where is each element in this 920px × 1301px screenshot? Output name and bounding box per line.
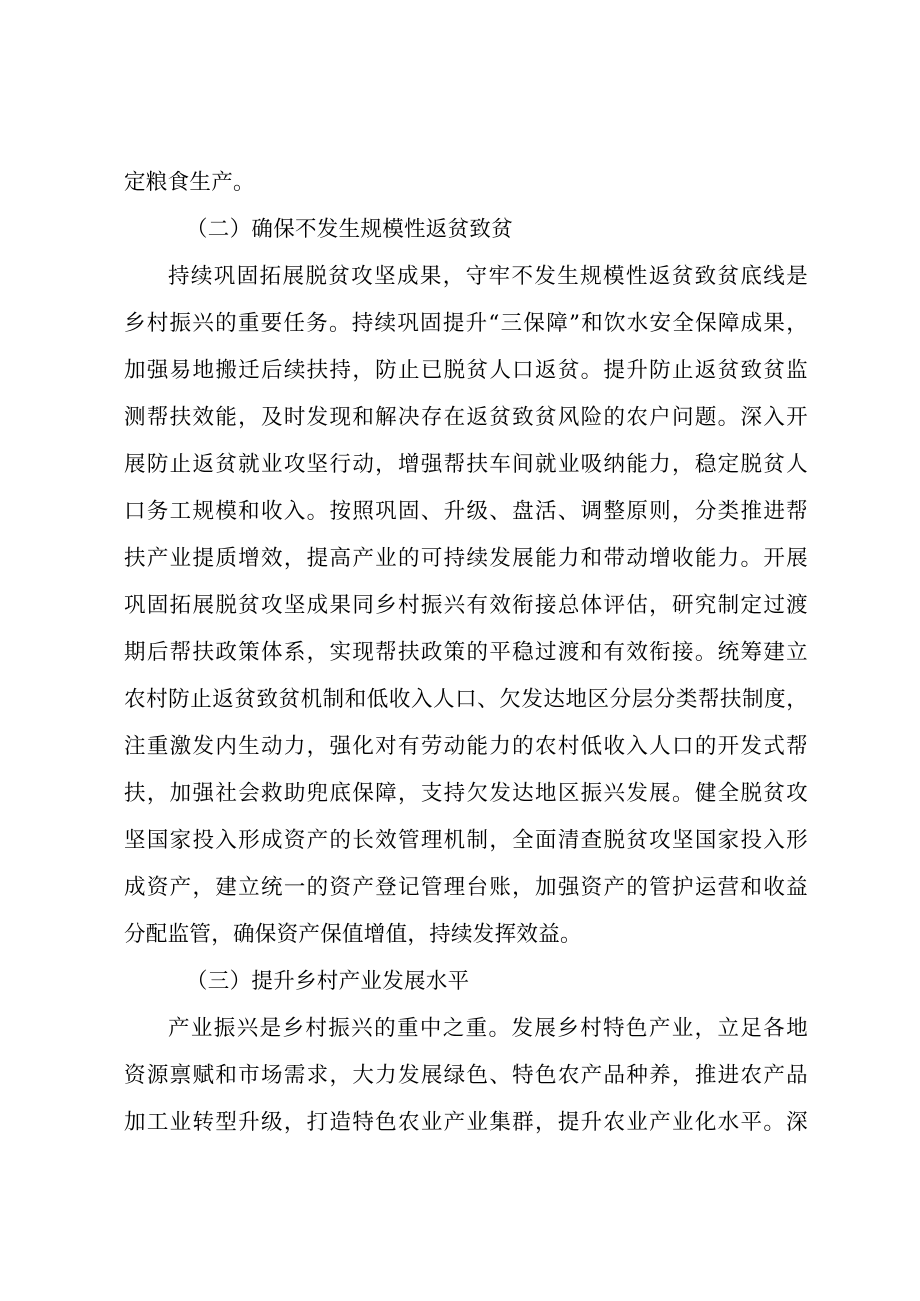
section-heading-3: （三）提升乡村产业发展水平 (186, 969, 470, 994)
paragraph-line: 扶，加强社会救助兜底保障，支持欠发达地区振兴发展。健全脱贫攻 (124, 781, 808, 806)
paragraph-line: 产业振兴是乡村振兴的重中之重。发展乡村特色产业，立足各地 (168, 1016, 808, 1041)
paragraph-continuation-line: 定粮食生产。 (124, 170, 255, 195)
paragraph-line: 坚国家投入形成资产的长效管理机制，全面清查脱贫攻坚国家投入形 (124, 828, 808, 853)
paragraph-line: 测帮扶效能，及时发现和解决存在返贫致贫风险的农户问题。深入开 (124, 405, 808, 430)
paragraph-line: 成资产，建立统一的资产登记管理台账，加强资产的管护运营和收益 (124, 875, 808, 900)
section-heading-2: （二）确保不发生规模性返贫致贫 (186, 217, 514, 242)
paragraph-line: 巩固拓展脱贫攻坚成果同乡村振兴有效衔接总体评估，研究制定过渡 (124, 593, 808, 618)
paragraph-line: 扶产业提质增效，提高产业的可持续发展能力和带动增收能力。开展 (124, 546, 808, 571)
paragraph-line-last: 分配监管，确保资产保值增值，持续发挥效益。 (124, 922, 582, 947)
paragraph-line: 期后帮扶政策体系，实现帮扶政策的平稳过渡和有效衔接。统筹建立 (124, 640, 808, 665)
paragraph-line: 展防止返贫就业攻坚行动，增强帮扶车间就业吸纳能力，稳定脱贫人 (124, 452, 808, 477)
document-body (124, 159, 808, 1146)
paragraph-line: 持续巩固拓展脱贫攻坚成果，守牢不发生规模性返贫致贫底线是 (168, 264, 808, 289)
paragraph-line: 资源禀赋和市场需求，大力发展绿色、特色农产品种养，推进农产品 (124, 1063, 808, 1088)
paragraph-line: 口务工规模和收入。按照巩固、升级、盘活、调整原则，分类推进帮 (124, 499, 808, 524)
paragraph-line: 农村防止返贫致贫机制和低收入人口、欠发达地区分层分类帮扶制度， (124, 687, 808, 712)
paragraph-line: 注重激发内生动力，强化对有劳动能力的农村低收入人口的开发式帮 (124, 734, 808, 759)
paragraph-line: 加强易地搬迁后续扶持，防止已脱贫人口返贫。提升防止返贫致贫监 (124, 358, 808, 383)
paragraph-line: 乡村振兴的重要任务。持续巩固提升“三保障”和饮水安全保障成果， (124, 311, 808, 336)
paragraph-line: 加工业转型升级，打造特色农业产业集群，提升农业产业化水平。深 (124, 1110, 808, 1135)
